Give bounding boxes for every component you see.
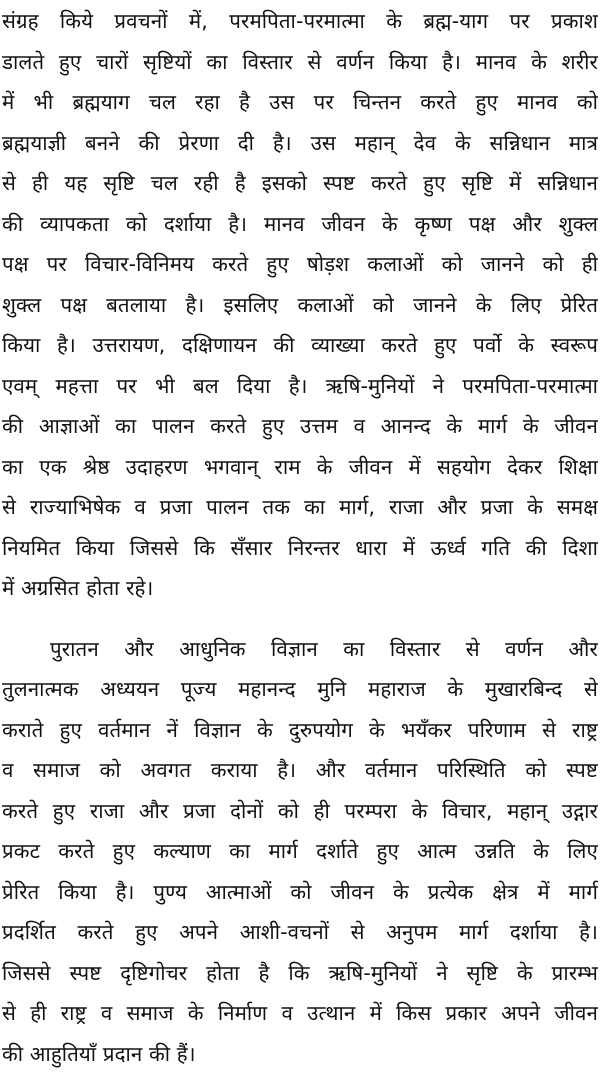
text-line: संग्रह किये प्रवचनों में, परमपिता-परमात्मा के ब्रह्म-याग पर प्रकाश [2, 1, 598, 42]
text-line: का एक श्रेष्ठ उदाहरण भगवान् राम के जीवन में सहयोग देकर शिक्षा [2, 447, 598, 488]
text-line: व समाज को अवगत कराया है। और वर्तमान परिस्थिति को स्पष्ट [2, 750, 598, 791]
text-line: प्रेरित किया है। पुण्य आत्माओं को जीवन के प्रत्येक क्षेत्र में मार्ग [2, 872, 598, 913]
text-line: किया है। उत्तरायण, दक्षिणायन की व्याख्या करते हुए पर्वो के स्वरूप [2, 325, 598, 366]
text-line: एवम् महत्ता पर भी बल दिया है। ऋषि-मुनियों ने परमपिता-परमात्मा [2, 366, 598, 407]
text-line: की आहुतियाँ प्रदान की हैं। [2, 1034, 598, 1074]
text-line: से ही यह सृष्टि चल रही है इसको स्पष्ट करते हुए सृष्टि में सन्निधान [2, 163, 598, 204]
text-line: पुरातन और आधुनिक विज्ञान का विस्तार से वर्णन और [2, 629, 598, 670]
text-line: में अग्रसित होता रहे। [2, 568, 598, 609]
text-line: की आज्ञाओं का पालन करते हुए उत्तम व आनन्द के मार्ग के जीवन [2, 406, 598, 447]
text-line: कराते हुए वर्तमान नें विज्ञान के दुरुपयोग के भयँकर परिणाम से राष्ट्र [2, 710, 598, 751]
paragraph-2 [2, 629, 598, 1074]
text-line: डालते हुए चारों सृष्टियों का विस्तार से वर्णन किया है। मानव के शरीर [2, 42, 598, 83]
text-line: से ही राष्ट्र व समाज के निर्माण व उत्थान में किस प्रकार अपने जीवन [2, 993, 598, 1034]
text-line: में भी ब्रह्मयाग चल रहा है उस पर चिन्तन करते हुए मानव को [2, 82, 598, 123]
paragraph-1 [2, 1, 598, 609]
text-line: पक्ष पर विचार-विनिमय करते हुए षोड़श कलाओं को जानने को ही [2, 244, 598, 285]
text-line: करते हुए राजा और प्रजा दोनों को ही परम्परा के विचार, महान् उद्गार [2, 791, 598, 832]
text-line: ब्रह्मयाज्ञी बनने की प्रेरणा दी है। उस महान् देव के सन्निधान मात्र [2, 123, 598, 164]
paragraph-gap [2, 609, 598, 629]
text-line: तुलनात्मक अध्ययन पूज्य महानन्द मुनि महाराज के मुखारबिन्द से [2, 669, 598, 710]
text-line: प्रदर्शित करते हुए अपने आशी-वचनों से अनुपम मार्ग दर्शाया है। [2, 912, 598, 953]
text-line: की व्यापकता को दर्शाया है। मानव जीवन के कृष्ण पक्ष और शुक्ल [2, 204, 598, 245]
text-line: प्रकट करते हुए कल्याण का मार्ग दर्शाते हुए आत्म उन्नति के लिए [2, 831, 598, 872]
text-line: से राज्याभिषेक व प्रजा पालन तक का मार्ग, राजा और प्रजा के समक्ष [2, 487, 598, 528]
text-line: शुक्ल पक्ष बतलाया है। इसलिए कलाओं को जानने के लिए प्रेरित [2, 285, 598, 326]
text-line: जिससे स्पष्ट दृष्टिगोचर होता है कि ऋषि-मुनियों ने सृष्टि के प्रारम्भ [2, 953, 598, 994]
text-line: नियमित किया जिससे कि सँसार निरन्तर धारा में ऊर्ध्व गति की दिशा [2, 528, 598, 569]
